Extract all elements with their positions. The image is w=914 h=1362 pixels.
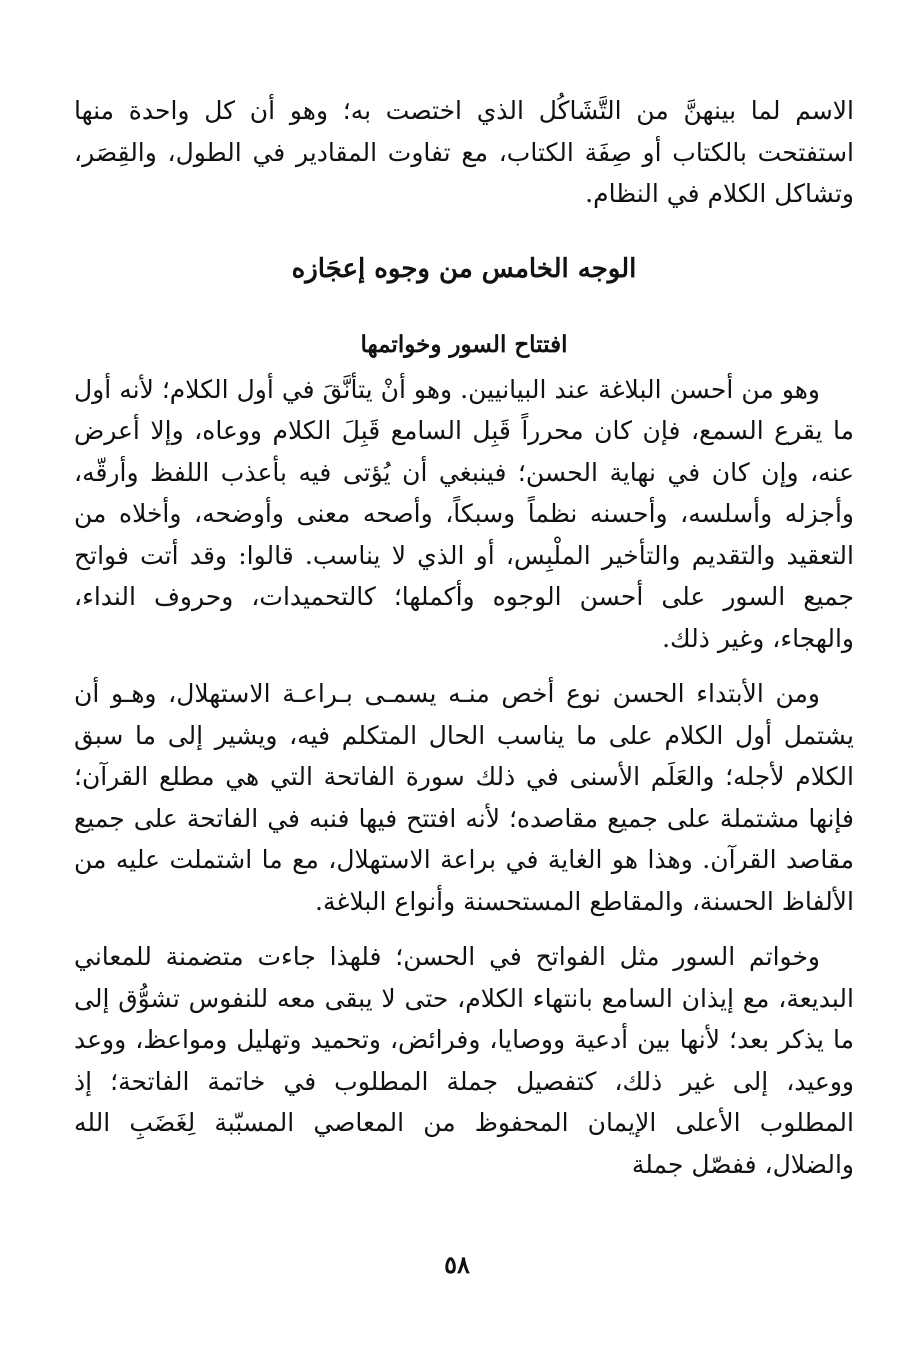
body-paragraph-2: ومن الأبتداء الحسن نوع أخص منـه يسمـى بـراعـة الاستهلال، وهـو أن يشتمل أول الكلام على ما يناسب الحال المتكلم فيه، ويشير إلى ما سبق الكلام لأجله؛ والعَلَم الأسنى في ذلك سورة الفاتحة التي هي مطلع القرآن؛ فإنها مشتملة على جميع مقاصده؛ لأنه افتتح فيها فنبه في الفاتحة على جميع مقاصد القرآن. وهذا هو الغاية في براعة الاستهلال، مع ما اشتملت عليه من الألفاظ الحسنة، والمقاطع المستحسنة وأنواع البلاغة. — [74, 679, 854, 916]
body-paragraph-3: وخواتم السور مثل الفواتح في الحسن؛ فلهذا جاءت متضمنة للمعاني البديعة، مع إيذان السامع بانتهاء الكلام، حتى لا يبقى معه للنفوس تشوُّق إلى ما يذكر بعد؛ لأنها بين أدعية ووصايا، وفرائض، وتحميد وتهليل ومواعظ، ووعد ووعيد، إلى غير ذلك، كتفصيل جملة المطلوب في خاتمة الفاتحة؛ إذ المطلوب الأعلى الإيمان المحفوظ من المعاصي المسبّبة لِغَضَبِ الله والضلال، ففصّل جملة — [74, 942, 854, 1179]
intro-paragraph: الاسم لما بينهنَّ من التَّشَاكُل الذي اختصت به؛ وهو أن كل واحدة منها استفتحت بالكتاب أو صِفَة الكتاب، مع تفاوت المقادير في الطول، والقِصَر، وتشاكل الكلام في النظام. — [74, 96, 854, 208]
subsection-heading: افتتاح السور وخواتمها — [360, 330, 568, 358]
page-body — [74, 90, 854, 1185]
paragraph-gap — [74, 659, 854, 673]
body-paragraph-1: وهو من أحسن البلاغة عند البيانيين. وهو أنْ يتأنَّقَ في أول الكلام؛ لأنه أول ما يقرع السمع، فإن كان محرراً قَبِل السامع قَبِلَ الكلام ووعاه، وإلا أعرض عنه، وإن كان في نهاية الحسن؛ فينبغي أن يُؤتى فيه بأعذب اللفظ وأرقّه، وأجزله وأسلسه، وأحسنه نظماً وسبكاً، وأصحه معنى وأوضحه، وأخلاه من التعقيد والتقديم والتأخير الملْبِس، أو الذي لا يناسب. قالوا: وقد أتت فواتح جميع السور على أحسن الوجوه وأكملها؛ كالتحميدات، وحروف النداء، والهجاء، وغير ذلك. — [74, 374, 854, 653]
section-heading: الوجه الخامس من وجوه إعجَازه — [291, 253, 637, 284]
page-number: ٥٨ — [444, 1250, 470, 1279]
paragraph-gap — [74, 922, 854, 936]
